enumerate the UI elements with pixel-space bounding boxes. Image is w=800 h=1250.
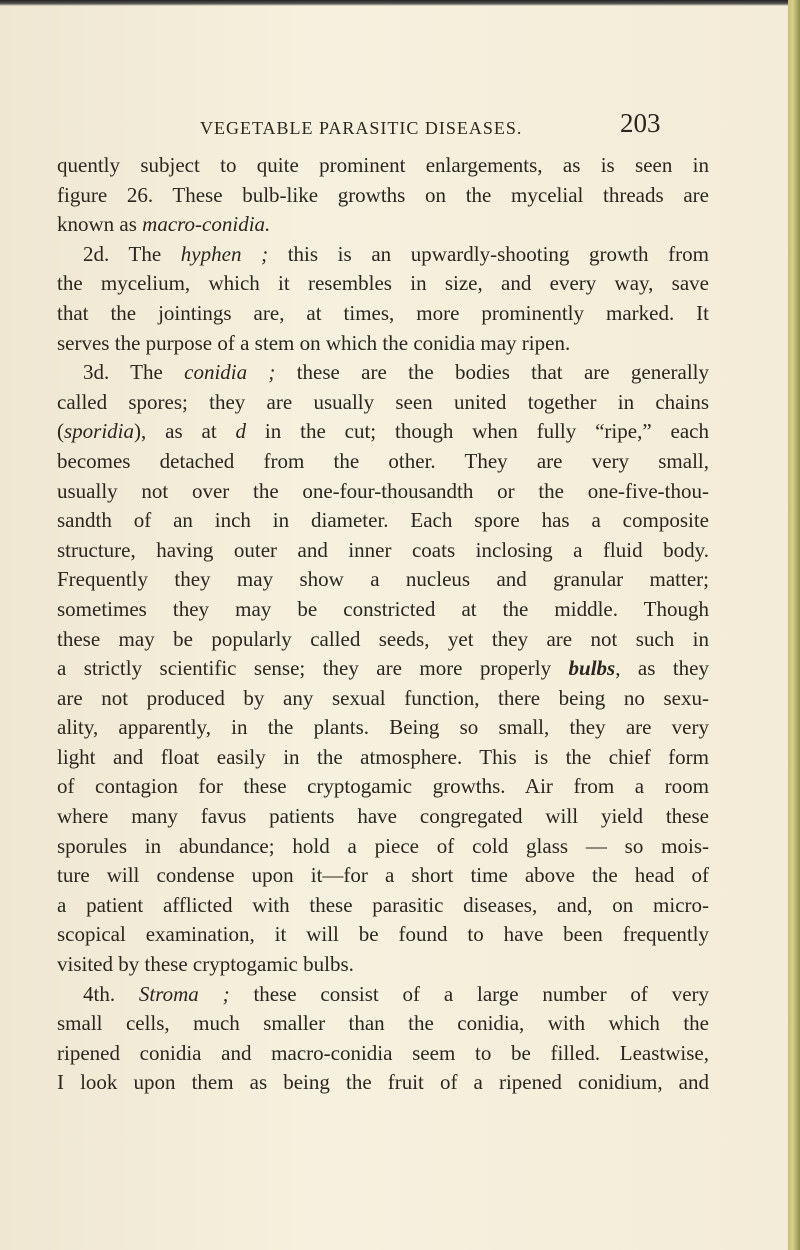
text-line: structure, having outer and inner coats inclosing a fluid body.	[57, 537, 709, 562]
text-line: quently subject to quite prominent enlargements, as is seen in	[57, 153, 709, 177]
page-header	[0, 108, 790, 148]
text-run: 4th.	[83, 981, 139, 1006]
text-line: becomes detached from the other. They are very small,	[57, 448, 709, 473]
text-line: serves the purpose of a stem on which the conidia may ripen.	[57, 330, 571, 355]
text-line	[57, 654, 709, 684]
text-line: ture will condense upon it—for a short time above the head of	[57, 863, 709, 888]
text-line: ripened conidia and macro-conidia seem to be filled. Leastwise,	[57, 1040, 709, 1065]
page-number: 203	[620, 108, 661, 138]
text-line	[57, 980, 709, 1010]
paragraph-1	[57, 151, 709, 240]
text-run: ), as at	[134, 419, 236, 444]
running-title: VEGETABLE PARASITIC DISEASES.	[200, 118, 523, 138]
text-line: light and float easily in the atmosphere. This is the chief form	[57, 744, 709, 769]
text-line	[57, 240, 709, 270]
term-conidia: conidia ;	[184, 360, 276, 385]
text-line	[57, 417, 709, 447]
text-line: visited by these cryptogamic bulbs.	[57, 952, 354, 977]
text-line: usually not over the one-four-thousandth or the one-five-thou-	[57, 478, 709, 503]
text-run: these consist of a large number of very	[229, 981, 710, 1006]
text-run: , as they	[615, 656, 709, 681]
text-line	[57, 210, 709, 240]
text-line: the mycelium, which it resembles in size, and every way, save	[57, 271, 709, 296]
text-line: small cells, much smaller than the conidia, with which the	[57, 1011, 709, 1036]
term-bulbs: bulbs	[568, 656, 616, 681]
term-macro-conidia: macro-conidia.	[142, 212, 271, 237]
text-run: this is an upwardly-shooting growth from	[268, 241, 710, 266]
text-run: these are the bodies that are generally	[275, 360, 709, 385]
text-line: that the jointings are, at times, more prominently marked. It	[57, 300, 709, 325]
text-run: in the cut; though when fully “ripe,” each	[246, 419, 709, 444]
page-top-edge	[0, 0, 790, 6]
text-line: are not produced by any sexual function, there being no sexu-	[57, 685, 709, 710]
paragraph-4	[57, 980, 709, 1098]
text-line: I look upon them as being the fruit of a ripened conidium, and	[57, 1070, 709, 1095]
text-run: known as	[57, 212, 143, 237]
text-line: of contagion for these cryptogamic growths. Air from a room	[57, 774, 709, 799]
text-line: sometimes they may be constricted at the middle. Though	[57, 596, 709, 621]
body-text	[57, 151, 709, 1098]
text-line: where many favus patients have congregated will yield these	[57, 804, 709, 829]
term-hyphen: hyphen ;	[180, 241, 269, 266]
text-line: ality, apparently, in the plants. Being so small, they are very	[57, 715, 709, 740]
book-spine-edge	[788, 0, 800, 1250]
text-run: (	[57, 419, 64, 444]
term-sporidia: sporidia	[64, 419, 135, 444]
text-line: figure 26. These bulb-like growths on the mycelial threads are	[57, 182, 709, 207]
text-line: a patient afflicted with these parasitic diseases, and, on micro-	[57, 892, 709, 917]
text-line: sandth of an inch in diameter. Each spore has a composite	[57, 508, 709, 533]
text-run: a strictly scientific sense; they are more properly	[57, 656, 569, 681]
text-line: these may be popularly called seeds, yet they are not such in	[57, 626, 709, 651]
figure-letter-d: d	[235, 419, 247, 444]
text-line	[57, 358, 709, 388]
text-run: 2d. The	[83, 241, 181, 266]
term-stroma: Stroma ;	[138, 981, 230, 1006]
text-line: called spores; they are usually seen united together in chains	[57, 389, 709, 414]
text-line: Frequently they may show a nucleus and granular matter;	[57, 567, 709, 592]
text-line: sporules in abundance; hold a piece of cold glass — so mois-	[57, 833, 709, 858]
text-line: scopical examination, it will be found to have been frequently	[57, 922, 709, 947]
paragraph-3	[57, 358, 709, 979]
paragraph-2	[57, 240, 709, 358]
text-run: 3d. The	[83, 360, 185, 385]
